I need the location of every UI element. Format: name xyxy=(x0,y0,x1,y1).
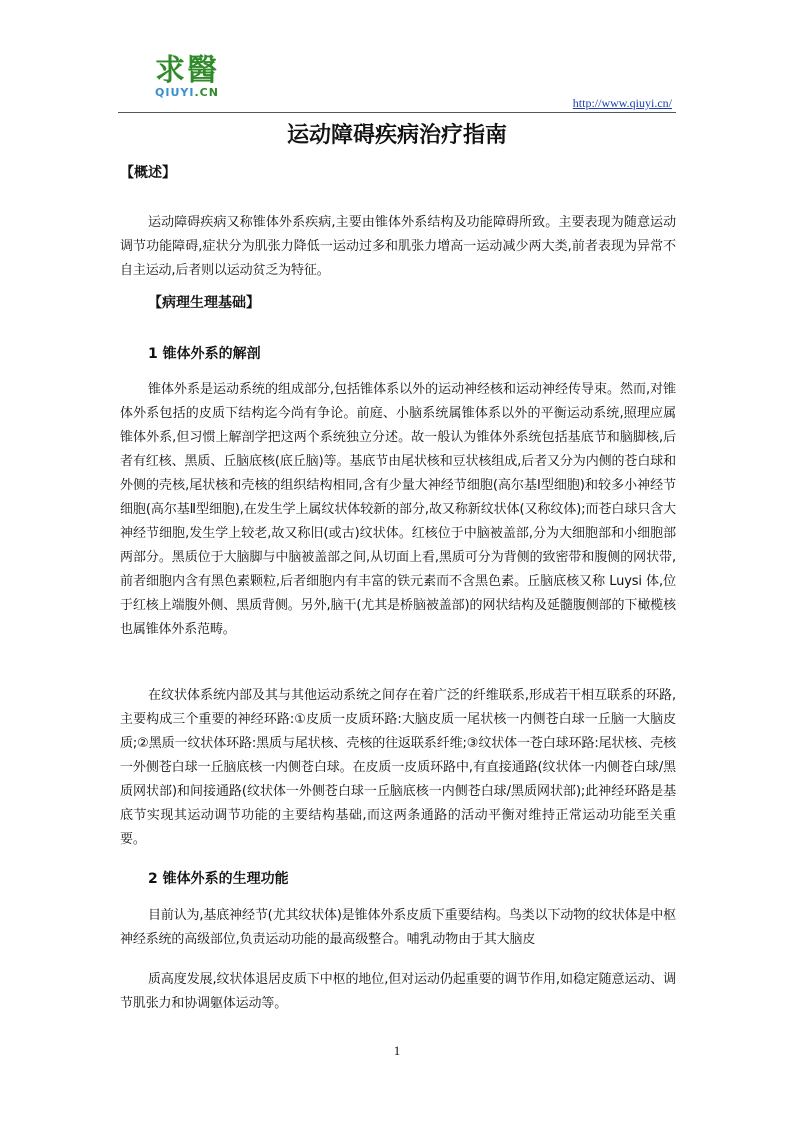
logo-text xyxy=(155,86,235,99)
header-divider xyxy=(118,112,676,113)
physiology-paragraph-1: 目前认为,基底神经节(尤其纹状体)是锥体外系皮质下重要结构。鸟类以下动物的纹状体是中枢神经系统的高级部位,负责运动功能的最高级整合。哺乳动物由于其大脑皮 xyxy=(120,908,676,947)
site-url-link[interactable]: http://www.qiuyi.cn/ xyxy=(572,96,672,110)
logo-mark: 求醫 xyxy=(155,53,219,88)
page-number: 1 xyxy=(393,1043,401,1058)
physiology-paragraph-2: 质高度发展,纹状体退居皮质下中枢的地位,但对运动仍起重要的调节作用,如稳定随意运动、调节肌张力和协调躯体运动等。 xyxy=(120,972,676,1011)
overview-paragraph: 运动障碍疾病又称锥体外系疾病,主要由锥体外系结构及功能障碍所致。主要表现为随意运动调节功能障碍,症状分为肌张力降低一运动过多和肌张力增高一运动减少两大类,前者表现为异常不自主运动,后者则以运动贫乏为特征。 xyxy=(120,215,676,278)
pathophysiology-heading: 【病理生理基础】 xyxy=(148,295,260,311)
qiuyi-logo xyxy=(155,54,235,110)
anatomy-paragraph-1: 锥体外系是运动系统的组成部分,包括锥体系以外的运动神经核和运动神经传导束。然而,对锥体外系包括的皮质下结构迄今尚有争论。前庭、小脑系统属锥体系以外的平衡运动系统,照理应属锥体外系,但习惯上解剖学把这两个系统独立分述。故一般认为锥体外系统包括基底节和脑脚核,后者有红核、黑质、丘脑底核(底丘脑)等。基底节由尾状核和豆状核组成,后者又分为内侧的苍白球和外侧的壳核,尾状核和壳核的组织结构相同,含有少量大神经节细胞(高尔基Ⅰ型细胞)和较多小神经节细胞(高尔基Ⅱ型细胞),在发生学上属纹状体较新的部分,故又称新纹状体(又称纹体);而苍白球只含大神经节细胞,发生学上较老,故又称旧(或古)纹状体。红核位于中脑被盖部,分为大细胞部和小细胞部两部分。黑质位于大脑脚与中脑被盖部之间,从切面上看,黑质可分为背侧的致密带和腹侧的网状带,前者细胞内含有黑色素颗粒,后者细胞内有丰富的铁元素而不含黑色素。丘脑底核又称 Luysi 体,位于红核上端腹外侧、黑质背侧。另外,脑干(尤其是桥脑被盖部)的网状结构及延髓腹侧部的下橄榄核也属锥体外系范畴。 xyxy=(120,382,676,637)
anatomy-subheading: 1 锥体外系的解剖 xyxy=(148,346,261,362)
physiology-subheading: 2 锥体外系的生理功能 xyxy=(148,871,289,887)
overview-heading: 【概述】 xyxy=(120,165,176,181)
logo-text-b: .CN xyxy=(194,86,219,99)
document-title: 运动障碍疾病治疗指南 xyxy=(286,123,507,148)
anatomy-paragraph-2: 在纹状体系统内部及其与其他运动系统之间存在着广泛的纤维联系,形成若干相互联系的环路,主要构成三个重要的神经环路:①皮质一皮质环路:大脑皮质一尾状核一内侧苍白球一丘脑一大脑皮质;②黑质一纹状体环路:黑质与尾状核、壳核的往返联系纤维;③纹状体一苍白球环路:尾状核、壳核一外侧苍白球一丘脑底核一内侧苍白球。在皮质一皮质环路中,有直接通路(纹状体一内侧苍白球/黑质网状部)和间接通路(纹状体一外侧苍白球一丘脑底核一内侧苍白球/黑质网状部);此神经环路是基底节实现其运动调节功能的主要结构基础,而这两条通路的活动平衡对维持正常运动功能至关重要。 xyxy=(120,688,676,847)
logo-text-a: QIUYI xyxy=(155,86,195,99)
